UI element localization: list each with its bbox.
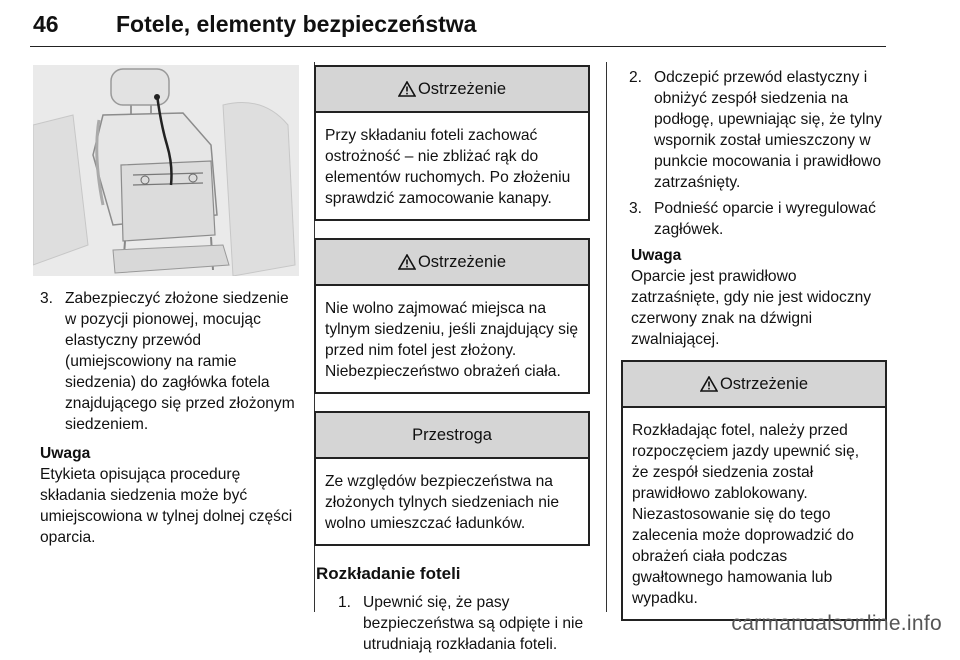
warning-text: Rozkładając fotel, należy przed rozpoczęciem jazdy upewnić się, że zespół siedzenia został prawidłowo zablokowany. Niezastosowanie się do tego zalecenia może doprowadzić do obrażeń ciała podczas gwałtownego hamowania lub wypadku. <box>632 422 860 607</box>
note-title: Uwaga <box>40 445 91 462</box>
step-text: Podnieść oparcie i wyregulować zagłówek. <box>654 200 876 238</box>
warning-box <box>621 360 887 621</box>
note-title: Uwaga <box>631 247 682 264</box>
caution-text: Ze względów bezpieczeństwa na złożonych tylnych siedzeniach nie wolno umieszczać ładunków. <box>325 473 560 532</box>
seat-illustration <box>33 65 299 276</box>
step-number: 3. <box>629 200 643 217</box>
column-divider-right <box>606 62 607 612</box>
page-header <box>30 0 886 47</box>
warning-title: Ostrzeżenie <box>719 374 809 393</box>
warning-triangle-icon <box>398 81 416 97</box>
right-column <box>621 67 887 638</box>
warning-triangle-icon <box>398 254 416 270</box>
warning-title: Ostrzeżenie <box>417 79 507 98</box>
step-number: 2. <box>629 69 643 86</box>
page-number: 46 <box>33 11 59 37</box>
warning-triangle-icon <box>700 376 718 392</box>
page-title: Fotele, elementy bezpieczeństwa <box>116 11 477 37</box>
step-text: Upewnić się, że pasy bezpieczeństwa są odpięte i nie utrudniają rozkładania foteli. <box>363 594 584 653</box>
warning-header <box>316 67 588 113</box>
middle-column <box>314 65 590 660</box>
section-title: Rozkładanie foteli <box>316 564 461 583</box>
watermark: carmanualsonline.info <box>731 612 942 635</box>
warning-box <box>314 65 590 221</box>
warning-title: Ostrzeżenie <box>417 252 507 271</box>
warning-text: Nie wolno zajmować miejsca na tylnym siedzeniu, jeśli znajdujący się przed nim fotel jest złożony. Niebezpieczeństwo obrażeń ciała. <box>325 300 579 380</box>
list-item <box>40 288 302 435</box>
step-text: Zabezpieczyć złożone siedzenie w pozycji pionowej, mocując elastyczny przewód (umiejscowiony na ramie siedzenia) do zagłówka fotela znajdującego się przed złożonym siedzeniem. <box>65 290 295 433</box>
warning-header <box>316 240 588 286</box>
list-item <box>629 198 887 240</box>
warning-text: Przy składaniu foteli zachować ostrożność – nie zbliżać rąk do elementów ruchomych. Po złożeniu sprawdzić zamocowanie kanapy. <box>325 127 571 207</box>
warning-header <box>623 362 885 408</box>
caution-title: Przestroga <box>412 425 492 444</box>
step-number: 1. <box>338 594 352 611</box>
warning-box <box>314 238 590 394</box>
step-number: 3. <box>40 290 54 307</box>
list-item <box>338 592 590 655</box>
step-text: Odczepić przewód elastyczny i obniżyć zespół siedzenia na podłogę, upewniając się, że tylny wspornik został umieszczony w punkcie mocowania i prawidłowo zatrzaśnięty. <box>654 69 882 191</box>
caution-header <box>316 413 588 459</box>
caution-box <box>314 411 590 546</box>
note-text: Oparcie jest prawidłowo zatrzaśnięte, gdy nie jest widoczny czerwony znak na dźwigni zwalniającej. <box>631 268 872 348</box>
list-item <box>629 67 887 193</box>
note-text: Etykieta opisująca procedurę składania siedzenia może być umiejscowiona w tylnej dolnej części oparcia. <box>40 466 293 546</box>
left-column-text <box>40 288 302 548</box>
